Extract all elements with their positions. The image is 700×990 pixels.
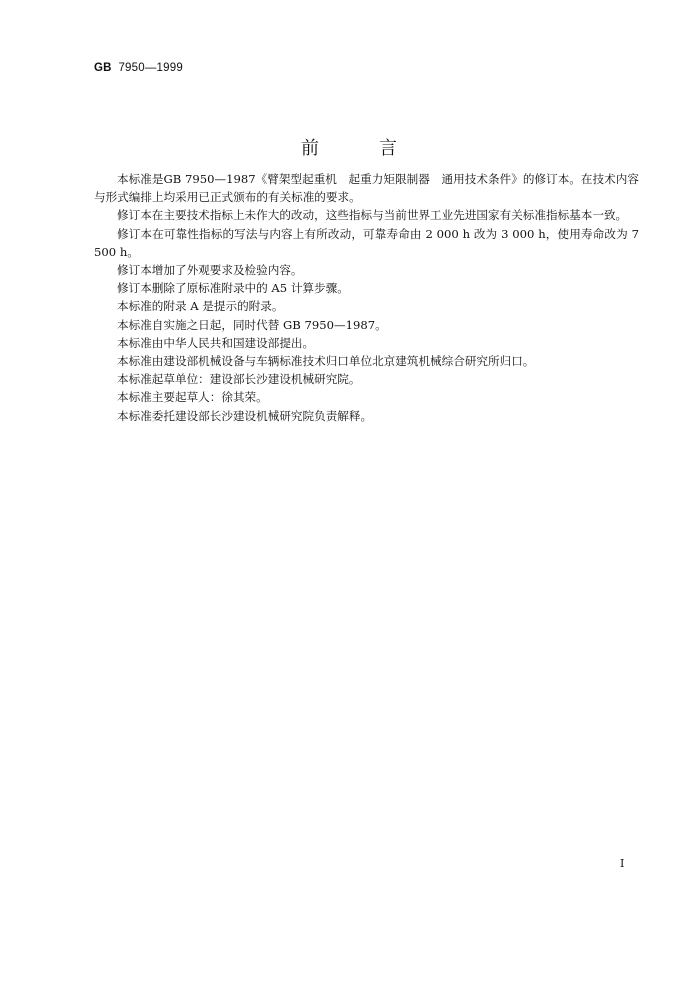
title-char-2: 言	[379, 138, 399, 159]
page-number: I	[620, 857, 625, 870]
paragraph-2: 修订本在主要技术指标上未作大的改动，这些指标与当前世界工业先进国家有关标准指标基本一致。	[117, 208, 628, 223]
paragraph-9: 本标准由建设部机械设备与车辆标准技术归口单位北京建筑机械综合研究所归口。	[117, 354, 535, 369]
paragraph-10: 本标准起草单位：建设部长沙建设机械研究院。	[117, 372, 361, 387]
standard-prefix: GB	[94, 62, 112, 74]
paragraph-4: 修订本增加了外观要求及检验内容。	[117, 263, 303, 278]
standard-number: 7950—1999	[118, 62, 183, 74]
preface-body	[94, 170, 639, 425]
paragraph-6: 本标准的附录 A 是提示的附录。	[117, 299, 284, 314]
paragraph-11: 本标准主要起草人：徐其荣。	[117, 390, 268, 405]
paragraph-12: 本标准委托建设部长沙建设机械研究院负责解释。	[117, 408, 373, 423]
paragraph-1: 本标准是GB 7950—1987《臂架型起重机 起重力矩限制器 通用技术条件》的修订本。在技术内容与形式编排上均采用已正式颁布的有关标准的要求。	[94, 172, 639, 205]
paragraph-8: 本标准由中华人民共和国建设部提出。	[117, 335, 315, 350]
standard-code	[94, 62, 183, 74]
paragraph-5: 修订本删除了原标准附录中的 A5 计算步骤。	[117, 281, 349, 296]
paragraph-7: 本标准自实施之日起，同时代替 GB 7950—1987。	[117, 317, 387, 332]
paragraph-3: 修订本在可靠性指标的写法与内容上有所改动，可靠寿命由 2 000 h 改为 3 000 h，使用寿命改为 7 500 h。	[94, 226, 639, 259]
page-title	[0, 134, 700, 160]
title-char-1: 前	[301, 138, 321, 159]
